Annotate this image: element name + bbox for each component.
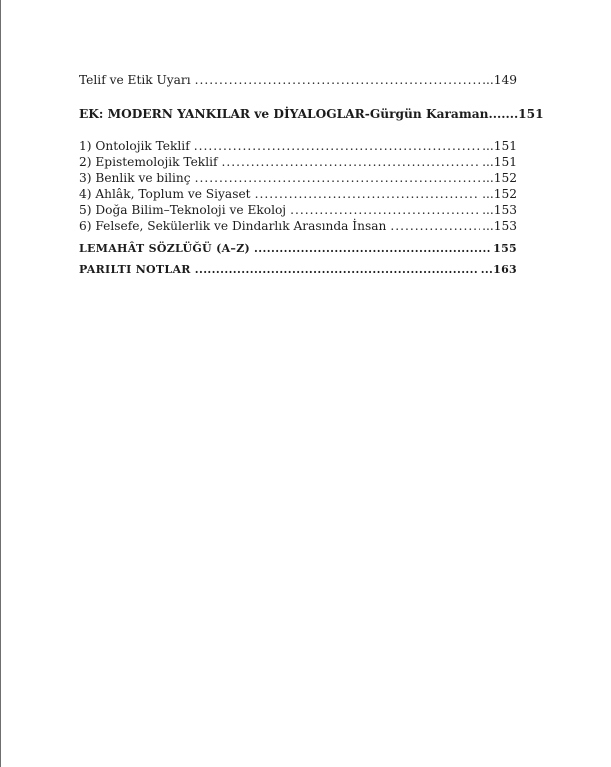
toc-item-page: ...153	[482, 203, 517, 217]
toc-item[interactable]	[79, 138, 517, 154]
toc-entry-notes[interactable]	[79, 262, 517, 278]
toc-item[interactable]	[79, 186, 517, 202]
toc-item[interactable]	[79, 170, 517, 186]
toc-item-page: ...151	[482, 139, 517, 153]
dot-leader	[194, 138, 480, 154]
toc-item-title: 3) Benlik ve bilinç	[79, 171, 191, 185]
glossary-title: LEMAHÂT SÖZLÜĞÜ (A–Z)	[79, 242, 251, 255]
notes-title: PARILTI NOTLAR	[79, 263, 191, 276]
table-of-contents	[79, 72, 544, 278]
dot-leader	[390, 218, 480, 234]
toc-section-heading[interactable]	[79, 106, 544, 122]
toc-item-title: 5) Doğa Bilim–Teknoloji ve Ekoloj	[79, 203, 287, 217]
notes-page: ...163	[480, 263, 517, 276]
toc-item-title: 6) Felsefe, Sekülerlik ve Dindarlık Arasında İnsan	[79, 219, 387, 233]
toc-entry-page: ...149	[482, 73, 517, 87]
toc-item-title: 1) Ontolojik Teklif	[79, 139, 190, 153]
toc-entry-glossary[interactable]	[79, 241, 517, 257]
toc-item-page: ...151	[482, 155, 517, 169]
dot-leader	[255, 186, 481, 202]
section-heading-page: .......151	[488, 107, 544, 121]
toc-item[interactable]	[79, 218, 517, 234]
toc-item-title: 4) Ahlâk, Toplum ve Siyaset	[79, 187, 251, 201]
glossary-page: 155	[493, 242, 517, 255]
toc-item-title: 2) Epistemolojik Teklif	[79, 155, 218, 169]
toc-item-page: ...152	[482, 187, 517, 201]
dot-leader	[290, 202, 480, 218]
toc-entry-telif[interactable]	[79, 72, 517, 88]
dot-leader	[195, 170, 481, 186]
dot-leader	[195, 262, 479, 278]
dot-leader	[222, 154, 481, 170]
toc-entry-title: Telif ve Etik Uyarı	[79, 73, 191, 87]
section-heading-title: EK: MODERN YANKILAR ve DİYALOGLAR-Gürgün Karaman	[79, 107, 489, 121]
toc-item[interactable]	[79, 202, 517, 218]
toc-item[interactable]	[79, 154, 517, 170]
toc-item-page: ...152	[482, 171, 517, 185]
dot-leader	[195, 72, 480, 88]
toc-item-page: ...153	[482, 219, 517, 233]
dot-leader	[254, 241, 491, 257]
